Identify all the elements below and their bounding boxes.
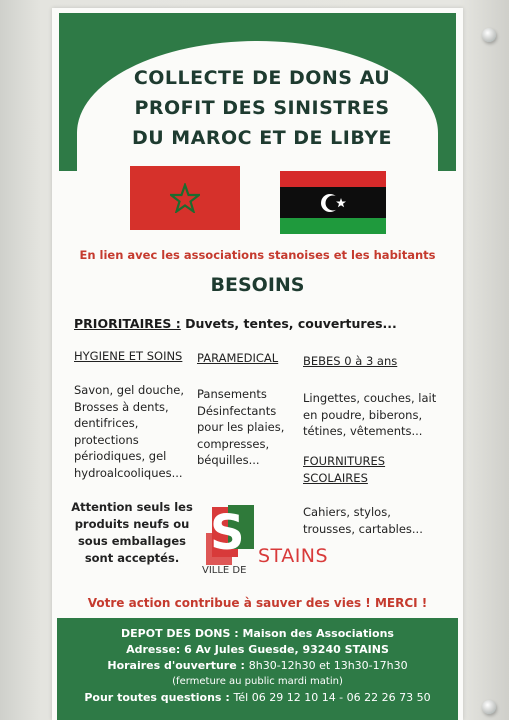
title-line: PROFIT DES SINISTRES [134, 97, 390, 119]
hours-text: 8h30-12h30 et 13h30-17h30 [248, 659, 408, 672]
list-item: tétines, vêtements... [303, 424, 423, 438]
ville-de-stains-logo [202, 503, 329, 583]
closure-line: (fermeture au public mardi matin) [172, 676, 343, 687]
heading-line: FOURNITURES [303, 454, 386, 468]
fournitures-heading [303, 453, 385, 486]
bebes-heading: BEBES 0 à 3 ans [303, 354, 398, 368]
list-item: Pansements [197, 387, 267, 401]
poster [52, 8, 463, 720]
list-item: Savon, gel douche, [74, 383, 184, 397]
list-item: pour les plaies, [197, 420, 285, 434]
pushpin-icon [482, 28, 496, 42]
morocco-flag [130, 166, 240, 230]
hours-line [57, 658, 458, 674]
title-line: DU MAROC ET DE LIBYE [131, 127, 393, 149]
logo-letter: S [210, 505, 245, 561]
list-item: compresses, [197, 436, 270, 451]
logo-ville: VILLE DE [202, 565, 247, 576]
priority-text: Duvets, tentes, couvertures... [180, 316, 397, 331]
list-item: hydroalcooliques... [74, 465, 183, 480]
star-icon [170, 183, 200, 213]
depot-line: DEPOT DES DONS : Maison des Associations [121, 627, 394, 640]
attention-note [68, 499, 196, 567]
list-item: Brosses à dents, [74, 399, 169, 414]
questions-text: Tél 06 29 12 10 14 - 06 22 26 73 50 [233, 691, 431, 704]
list-item: Lingettes, couches, lait [303, 391, 437, 405]
logo-stains: STAINS [258, 545, 329, 567]
list-item: Désinfectants [197, 403, 277, 418]
pushpin-icon [482, 700, 496, 714]
list-item: béquilles... [197, 453, 260, 467]
hours-label: Horaires d'ouverture : [107, 659, 249, 672]
bebes-list [303, 390, 436, 440]
libya-flag [280, 171, 386, 234]
heading-line: SCOLAIRES [303, 470, 368, 485]
footer-band [57, 618, 458, 720]
paramedical-list [197, 386, 284, 469]
besoins-heading: BESOINS [210, 274, 305, 296]
note-line: sous emballages [77, 534, 187, 548]
list-item: dentifrices, [74, 416, 139, 430]
priority-label: PRIORITAIRES : [74, 316, 181, 331]
flag-green-stripe [280, 218, 386, 234]
questions-line [57, 690, 458, 706]
hygiene-heading: HYGIENE ET SOINS [74, 349, 183, 363]
questions-label: Pour toutes questions : [84, 691, 234, 704]
poster-title [92, 63, 432, 153]
crescent-star-icon [319, 190, 349, 216]
note-line: produits neufs ou [74, 517, 190, 531]
title-line: COLLECTE DE DONS AU [133, 67, 391, 89]
priority-line [74, 316, 397, 331]
call-to-action: Votre action contribue à sauver des vies ! MERCI ! [87, 596, 428, 610]
note-line: sont acceptés. [84, 551, 180, 565]
partnership-subtitle: En lien avec les associations stanoises et les habitants [79, 248, 436, 262]
note-line: Attention seuls les [71, 500, 193, 514]
list-item: en poudre, biberons, [303, 407, 423, 422]
paramedical-heading: PARAMEDICAL [197, 351, 279, 365]
list-item: trousses, cartables... [303, 522, 423, 536]
address-line: Adresse: 6 Av Jules Guesde, 93240 STAINS [126, 643, 389, 656]
hygiene-list [74, 382, 184, 481]
flag-red-stripe [280, 171, 386, 187]
list-item: protections [74, 432, 139, 447]
list-item: Cahiers, stylos, [303, 505, 391, 519]
list-item: périodiques, gel [74, 449, 167, 463]
